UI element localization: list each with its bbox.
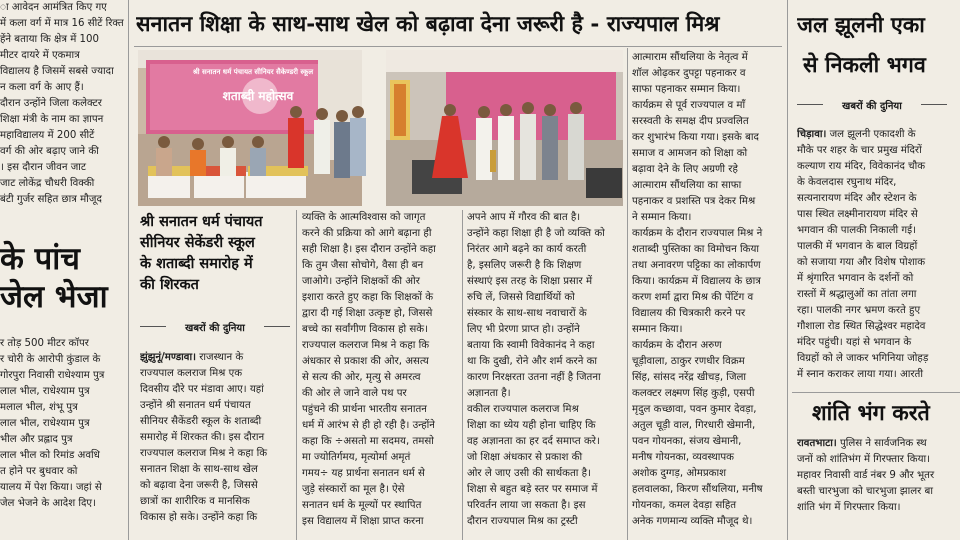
event-photo-2 <box>386 50 623 206</box>
photo1-stage-text: शताब्दी महोत्सव <box>222 89 294 103</box>
main-story-credit: खबरों की दुनिया <box>140 320 290 336</box>
right-headline-2: शांति भंग करते <box>812 401 930 426</box>
main-dateline: झुंझुनूं/मण्डावा। <box>140 352 196 363</box>
main-story-col-3: अपने आप में गौरव की बात है। उन्होंने कहा शिक्षा ही है जो व्यक्ति को निरंतर आगे बढ़ने का कार्य करती है, इसलिए जरूरी है कि शिक्षण संस्थाएं इस तरह के शिक्षा प्रसार में रुचि लें, जिससे विद्यार्थियों को संस्कार के साथ-साथ नवाचारों के लिए भी प्रेरणा प्राप्त हो। उन्होंने बताया कि स्वामी विवेकानंद ने कहा था कि दुखी, रोने और शर्म करने का कारण निरक्षरता उतना नहीं है जितना अज्ञानता है। वकील राज्यपाल कलराज मिश्र शिक्षा का ध्येय यही होना चाहिए कि वह अज्ञानता का हर दर्द समाप्त करे। जो शिक्षा अंधकार से प्रकाश की ओर ले जाए उसी की सार्थकता है। शिक्षा से बहुत बड़े स्तर पर समाज में परिवर्तन लाया जा सकता है। इस दौरान राज्यपाल मिश्र का ट्रस्टी <box>467 212 605 527</box>
photo1-banner-text: श्री सनातन धर्म पंचायत सीनियर सैकेण्डरी स्कूल <box>192 68 314 76</box>
right-story-divider <box>792 392 960 393</box>
column-rule-left <box>128 0 129 540</box>
left-story-continued: ा आवेदन आमंत्रित किए गए में कला वर्ग में मात्र 16 सीटें रिक्त हेंने बताया कि क्षेत्र में 100 मीटर दायरे में एकमात्र विद्यालय है जिसमें सबसे ज्यादा न कला वर्ग के आए हैं। दौरान उन्होंने जिला कलेक्टर शिक्षा मंत्री के नाम का ज्ञापन महाविद्यालय में 200 सीटें वर्ग की ओर बढ़ाए जाने की । इस दौरान जीवन जाट जाट लोकेंद्र चौधरी विक्की बंटी गुर्जर सहित छात्र मौजूद <box>0 2 124 205</box>
column-rule-main-1 <box>296 210 297 540</box>
right-story-credit: खबरों की दुनिया <box>797 98 947 114</box>
main-story-col-2: व्यक्ति के आत्मविश्वास को जागृत करने की प्रक्रिया को आगे बढ़ाना ही सही शिक्षा है। इस दौरान उन्होंने कहा कि तुम जैसा सोचोगे, वैसा ही बन जाओगे। उन्होंने शिक्षकों की ओर इशारा करते हुए कहा कि शिक्षकों के द्वारा दी गई शिक्षा उत्कृष्ट हो, जिससे बच्चे का सर्वांगीण विकास हो सके। राज्यपाल कलराज मिश्र ने कहा कि अंधकार से प्रकाश की ओर, असत्य से सत्य की ओर, मृत्यु से अमरत्व की ओर ले जाने वाले पथ पर पहुंचने की प्रार्थना भारतीय सनातन धर्म में आरंभ से ही हो रही है। उन्होंने कहा कि ÷असतो मा सदमय, तमसो मा ज्योतिर्गमय, मृत्योर्मा अमृतं गमय÷ यह प्रार्थना सनातन धर्म से जुड़े संस्कारों का मूल है। ऐसे सनातन धर्म के मूल्यों पर स्थापित इस विद्यालय में शिक्षा प्राप्त करना <box>302 212 436 527</box>
right-dateline: चिड़ावा। <box>797 129 827 140</box>
main-headline: सनातन शिक्षा के साथ-साथ खेल को बढ़ावा देना जरूरी है - राज्यपाल मिश्र <box>136 12 720 37</box>
left-headline: के पांच जेल भेजा <box>0 241 108 315</box>
main-story-col-4: आत्माराम सौंथलिया के नेतृत्व में शॉल ओढ़कर दुपट्टा पहनाकर व साफा पहनाकर सम्मान किया। कार्यक्रम से पूर्व राज्यपाल व माँ सरस्वती के समक्ष दीप प्रज्वलित कर शुभारंभ किया गया। इसके बाद समाज व आमजन को शिक्षा को बढ़ावा देने के लिए अग्रणी रहे आत्माराम सौंथलिया का साफा पहनाकर व प्रशस्ति पत्र देकर मिश्र ने सम्मान किया। कार्यक्रम के दौरान राज्यपाल मिश्र ने शताब्दी पुस्तिका का विमोचन किया तथा अनावरण पट्टिका का लोकार्पण किया। कार्यक्रम में विद्यालय के छात्र करण शर्मा द्वारा मिश्र की पेंटिंग व विद्यालय की चित्रकारी करने पर सम्मान किया। कार्यक्रम के दौरान अरुण चूड़ीवाला, ठाकुर रणधीर विक्रम सिंह, सांसद नरेंद्र खीचड़, जिला कलक्टर लक्ष्मण सिंह कुड़ी, एसपी मृदुल कच्छावा, पवन कुमार देवड़ा, अतुल चूड़ी वाल, गिरधारी खेमानी, पवन गोयनका, संजय खेमानी, मनीष गोयनका, व्यवस्थापक अशोक दुग्गड़, ओमप्रकाश हलवालका, किरण सौंथलिया, मनीष गोयनका, कमल देवड़ा सहित अनेक गणमान्य व्यक्ति मौजूद थे। <box>632 52 763 527</box>
right-headline: जल झूलनी एका से निकली भगव <box>797 13 926 78</box>
main-story-col-1: झुंझुनूं/मण्डावा। राजस्थान के राज्यपाल कलराज मिश्र एक दिवसीय दौरे पर मंडावा आए। यहां उन्होंने श्री सनातन धर्म पंचायत सीनियर सैकेंडरी स्कूल के शताब्दी समारोह में शिरकत की। इस दौरान राज्यपाल कलराज मिश्र ने कहा कि सनातन शिक्षा के साथ-साथ खेल को बढ़ावा देना जरूरी है, जिससे छात्रों का शारीरिक व मानसिक विकास हो सके। उन्होंने कहा कि <box>140 352 268 523</box>
event-photo-1 <box>138 50 381 206</box>
right-story-2-body: रावतभाटा। पुलिस ने सार्वजनिक स्थ जनों को शांतिभंग में गिरफ्तार किया। महावर निवासी वार्ड नंबर 9 और भूतर बस्ती चारभुजा को चारभुजा झालर बा शांति भंग में गिरफ्तार किया। <box>797 438 935 513</box>
right-dateline-2: रावतभाटा। <box>797 438 837 449</box>
column-rule-main-3 <box>627 48 628 540</box>
column-rule-main-2 <box>462 210 463 540</box>
right-story-body: चिड़ावा। जल झूलनी एकादशी के मौके पर शहर के चार प्रमुख मंदिरों कल्याण राय मंदिर, विवेकानंद चौक के केवलदास रघुनाथ मंदिर, सत्यनारायण मंदिर और स्टेशन के पास स्थित लक्ष्मीनारायण मंदिर से भगवान की पालकी निकाली गई। पालकी में भगवान के बाल विग्रहों को सजाया गया और विशेष पोशाक में श्रृंगारित भगवान के दर्शनों को रास्तों में श्रद्धालुओं का तांता लगा रहा। पालकी नगर भ्रमण करते हुए गौशाला रोड स्थित सिद्धेश्वर महादेव मंदिर पहुंची। यहां से भगवान के विग्रहों को ले जाकर भगिनिया जोहड़ में स्नान कराकर लाया गया। आरती <box>797 129 929 380</box>
sub-headline: श्री सनातन धर्म पंचायत सीनियर सेकेंडरी स्कूल के शताब्दी समारोह में की शिरकत <box>140 214 263 293</box>
column-rule-right <box>787 0 788 540</box>
left-story-body: र तोड़ 500 मीटर कॉपर र चोरी के आरोपी कुंडाल के गोरपुरा निवासी राधेश्याम पुत्र लाल भील, राधेश्याम पुत्र मलाल भील, शंभू पुत्र लाल भील, राधेश्याम पुत्र भील और प्रह्लाद पुत्र लाल भील को रिमांड अवधि त होने पर बुधवार को यालय में पेश किया। जहां से जेल भेजने के आदेश दिए। <box>0 338 105 509</box>
event-photo-2-image <box>386 50 623 206</box>
headline-rule <box>134 46 782 47</box>
